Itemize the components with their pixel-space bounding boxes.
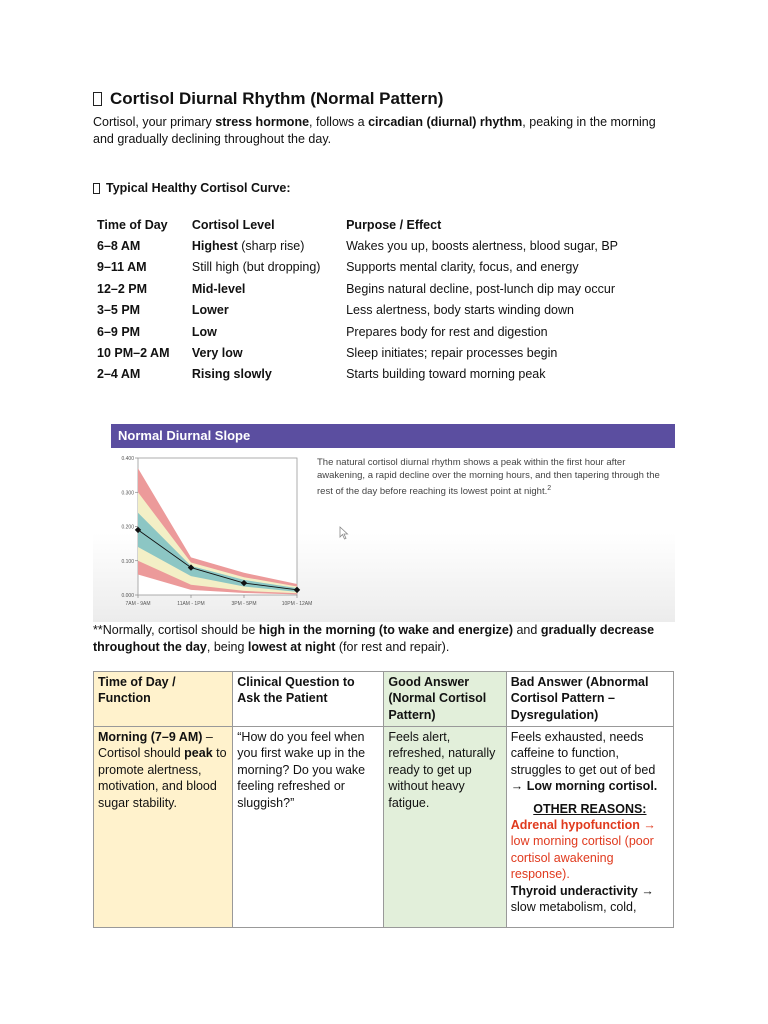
good-answer-cell: Feels alert, refreshed, naturally ready to get up without heavy fatigue.	[384, 727, 506, 928]
question-cell: “How do you feel when you first wake up in the morning? Do you wake feeling refreshed or sluggish?”	[233, 727, 384, 928]
effect-cell: Wakes you up, boosts alertness, blood sugar, BP	[346, 239, 619, 254]
level-cell: Mid-level	[191, 281, 246, 296]
page-title: Cortisol Diurnal Rhythm (Normal Pattern)	[93, 88, 675, 110]
time-cell: 3–5 PM	[97, 303, 141, 318]
x-tick-label: 3PM - 5PM	[231, 601, 257, 607]
time-cell: 12–2 PM	[97, 281, 148, 296]
column-header: Time of Day / Function	[94, 672, 233, 727]
chart-description: The natural cortisol diurnal rhythm shows a peak within the first hour after awakening, a rapid decline over the morning hours, and then tapering through the rest of the day before reaching its lowest point at night.$^2$	[317, 457, 660, 498]
level-cell: Lower	[191, 303, 229, 318]
level-cell: Very low	[191, 346, 243, 361]
clinical-questions-table	[93, 671, 674, 928]
time-cell: 6–8 AM	[97, 239, 141, 254]
y-tick-label: 0.300	[121, 490, 134, 497]
level-cell: Low	[191, 324, 217, 339]
table-row	[93, 364, 675, 385]
normal-pattern-note: **Normally, cortisol should be high in the morning (to wake and energize) and gradually decrease throughout the day, being lowest at night (for rest and repair).	[93, 623, 655, 654]
y-tick-label: 0.200	[121, 524, 134, 531]
column-header: Time of Day	[97, 217, 168, 232]
missing-glyph-icon	[93, 183, 100, 194]
x-tick-label: 11AM - 1PM	[177, 601, 205, 607]
table-row	[93, 342, 675, 363]
x-tick-label: 10PM - 12AM	[281, 601, 313, 607]
column-header: Cortisol Level	[191, 217, 275, 232]
time-cell: 2–4 AM	[97, 367, 141, 382]
time-cell: 10 PM–2 AM	[97, 346, 170, 361]
diurnal-slope-figure	[93, 424, 675, 622]
y-tick-label: 0.100	[121, 558, 134, 565]
missing-glyph-icon	[93, 92, 102, 106]
bad-answer-cell: Feels exhausted, needs caffeine to function, struggles to get out of bed → Low morning cortisol. OTHER REASONS: Adrenal hypofunction → low morning cortisol (poor cortisol awakening response). Thyroid underactivity → slow metabolism, cold,	[506, 727, 673, 928]
diurnal-slope-chart	[93, 448, 313, 623]
document-page	[93, 88, 675, 915]
other-reasons-heading: OTHER REASONS:	[533, 801, 647, 816]
column-header: Bad Answer (Abnormal Cortisol Pattern – Dysregulation)	[506, 672, 673, 727]
intro-paragraph: Cortisol, your primary stress hormone, follows a circadian (diurnal) rhythm, peaking in the morning and gradually declining throughout the day.	[93, 115, 656, 146]
level-cell: Rising slowly	[191, 367, 272, 382]
cortisol-levels-table	[93, 214, 675, 385]
table-header-row	[94, 672, 674, 727]
table-row	[93, 300, 675, 321]
effect-cell: Begins natural decline, post-lunch dip may occur	[346, 281, 615, 296]
table-header-row	[93, 214, 675, 235]
effect-cell: Starts building toward morning peak	[346, 367, 546, 382]
y-tick-label: 0.000	[121, 593, 134, 599]
table-row	[93, 321, 675, 342]
chart-title: Normal Diurnal Slope	[111, 424, 675, 448]
x-tick-label: 7AM - 9AM	[125, 601, 151, 607]
time-function-cell: Morning (7–9 AM) – Cortisol should peak to promote alertness, motivation, and blood sugar stability.	[94, 727, 233, 928]
time-cell: 6–9 PM	[97, 324, 141, 339]
effect-cell: Prepares body for rest and digestion	[346, 324, 548, 339]
mouse-cursor-icon	[339, 526, 349, 540]
time-cell: 9–11 AM	[97, 260, 147, 275]
thyroid-reason: Thyroid underactivity → slow metabolism, cold,	[510, 883, 654, 915]
effect-cell: Supports mental clarity, focus, and energy	[346, 260, 579, 275]
adrenal-reason: Adrenal hypofunction → low morning cortisol (poor cortisol awakening response).	[510, 818, 656, 882]
level-cell: Highest (sharp rise)	[191, 239, 305, 254]
y-tick-label: 0.400	[121, 456, 134, 462]
table-row	[93, 235, 675, 256]
curve-heading: Typical Healthy Cortisol Curve:	[93, 181, 675, 195]
effect-cell: Sleep initiates; repair processes begin	[346, 346, 558, 361]
table-row	[94, 727, 674, 928]
column-header: Good Answer (Normal Cortisol Pattern)	[384, 672, 506, 727]
column-header: Purpose / Effect	[346, 217, 442, 232]
effect-cell: Less alertness, body starts winding down	[346, 303, 574, 318]
level-cell: Still high (but dropping)	[191, 260, 321, 275]
table-row	[93, 257, 675, 278]
table-row	[93, 278, 675, 299]
column-header: Clinical Question to Ask the Patient	[233, 672, 384, 727]
